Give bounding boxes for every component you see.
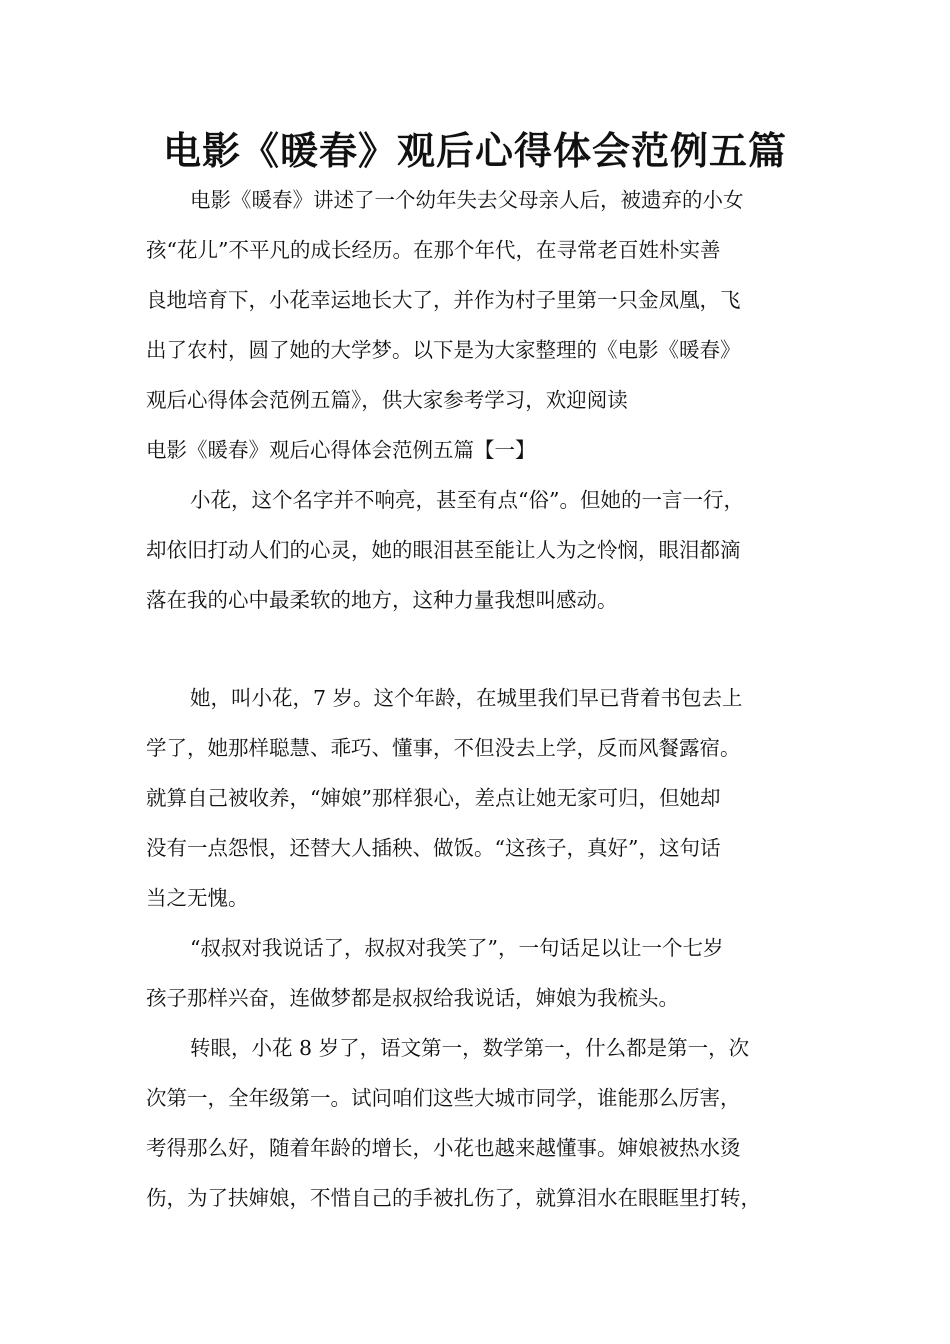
paragraph-line: 小花，这个名字并不响亮，甚至有点“俗”。但她的一言一行， [190, 488, 744, 512]
document-title: 电影《暖春》观后心得体会范例五篇 [162, 129, 787, 173]
intro-line: 观后心得体会范例五篇》，供大家参考学习，欢迎阅读 [146, 388, 628, 412]
paragraph-line: 学了，她那样聪慧、乖巧、懂事，不但没去上学，反而风餐露宿。 [146, 736, 741, 760]
paragraph-line: 孩子那样兴奋，连做梦都是叔叔给我说话，婶娘为我梳头。 [146, 986, 679, 1010]
paragraph-line: 就算自己被收养，“婶娘”那样狠心，差点让她无家可归，但她却 [146, 786, 721, 810]
paragraph-line: 当之无愧。 [146, 886, 249, 910]
paragraph-line: 伤，为了扶婶娘，不惜自己的手被扎伤了，就算泪水在眼眶里打转， [146, 1186, 761, 1210]
paragraph-line: 转眼，小花 8 岁了，语文第一，数学第一，什么都是第一，次 [190, 1036, 750, 1060]
paragraph-line: 她，叫小花，7 岁。这个年龄，在城里我们早已背着书包去上 [190, 686, 743, 710]
section-heading: 电影《暖春》观后心得体会范例五篇【一】 [146, 438, 536, 462]
paragraph-line: 考得那么好，随着年龄的增长，小花也越来越懂事。婶娘被热水烫 [146, 1136, 741, 1160]
paragraph-line: 没有一点怨恨，还替大人插秧、做饭。“这孩子，真好”，这句话 [146, 836, 721, 860]
intro-line: 电影《暖春》讲述了一个幼年失去父母亲人后，被遗弃的小女 [190, 188, 744, 212]
paragraph-line: 落在我的心中最柔软的地方，这种力量我想叫感动。 [146, 588, 618, 612]
intro-line: 出了农村，圆了她的大学梦。以下是为大家整理的《电影《暖春》 [146, 338, 741, 362]
paragraph-line: 却依旧打动人们的心灵，她的眼泪甚至能让人为之怜悯，眼泪都滴 [146, 538, 741, 562]
intro-line: 孩“花儿”不平凡的成长经历。在那个年代，在寻常老百姓朴实善 [146, 238, 721, 262]
intro-line: 良地培育下，小花幸运地长大了，并作为村子里第一只金凤凰，飞 [146, 288, 741, 312]
paragraph-line: 次第一，全年级第一。试问咱们这些大城市同学，谁能那么厉害， [146, 1086, 741, 1110]
paragraph-line: “叔叔对我说话了，叔叔对我笑了”，一句话足以让一个七岁 [190, 936, 724, 960]
